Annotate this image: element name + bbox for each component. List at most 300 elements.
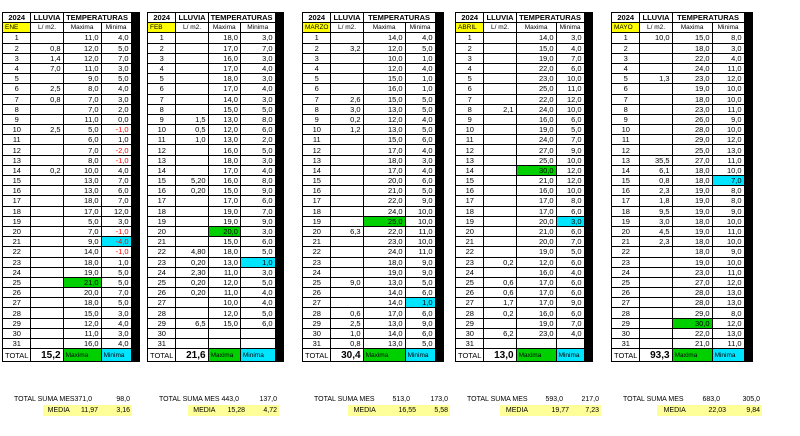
day-cell: 10 — [303, 125, 331, 135]
max-temp-cell: 21,0 — [672, 339, 712, 349]
sum-min-value: 305,0 — [742, 396, 760, 403]
min-temp-cell: 5,0 — [405, 43, 435, 53]
day-row — [456, 308, 593, 318]
column-separator — [744, 308, 752, 318]
max-temp-cell: 11,0 — [63, 328, 101, 338]
total-label: TOTAL — [303, 349, 331, 362]
column-separator — [275, 43, 283, 53]
rain-cell — [640, 267, 672, 277]
max-temp-cell: 13,0 — [363, 104, 405, 114]
day-cell: 27 — [456, 298, 484, 308]
rain-cell — [331, 186, 363, 196]
max-temp-cell: 30,0 — [516, 165, 556, 175]
day-cell: 19 — [456, 216, 484, 226]
max-temp-cell: 5,0 — [63, 125, 101, 135]
day-row — [612, 135, 753, 145]
max-temp-cell: 11,0 — [208, 267, 240, 277]
total-label: TOTAL — [612, 349, 640, 362]
max-temp-cell: 9,0 — [63, 237, 101, 247]
rain-cell: 5,20 — [176, 176, 208, 186]
temperaturas-header: TEMPERATURAS — [363, 13, 435, 23]
min-temp-cell: 1,0 — [240, 257, 275, 267]
day-row — [303, 298, 444, 308]
min-temp-cell: 11,0 — [405, 247, 435, 257]
day-cell: 29 — [3, 318, 31, 328]
max-temp-cell: 11,0 — [63, 33, 101, 43]
rain-cell: 0,20 — [176, 257, 208, 267]
max-temp-cell: 29,0 — [672, 308, 712, 318]
day-cell: 1 — [612, 33, 640, 43]
rain-cell — [331, 33, 363, 43]
max-temp-cell: 22,0 — [363, 226, 405, 236]
day-cell: 6 — [303, 84, 331, 94]
day-row — [148, 237, 284, 247]
rain-cell — [640, 84, 672, 94]
column-separator — [584, 114, 592, 124]
day-row — [3, 237, 140, 247]
day-row — [612, 104, 753, 114]
max-temp-cell: 15,0 — [208, 104, 240, 114]
max-temp-cell: 23,0 — [516, 74, 556, 84]
max-temp-cell — [208, 339, 240, 349]
min-temp-cell: 4,0 — [240, 63, 275, 73]
max-temp-cell: 15,0 — [208, 186, 240, 196]
day-row — [148, 186, 284, 196]
day-cell: 31 — [612, 339, 640, 349]
min-temp-cell: 8,0 — [712, 186, 744, 196]
day-cell: 20 — [148, 226, 176, 236]
total-suma-label: TOTAL SUMA MES — [314, 396, 375, 403]
column-separator — [275, 308, 283, 318]
column-separator — [131, 23, 139, 33]
min-temp-cell: -1,0 — [101, 125, 131, 135]
column-separator — [744, 33, 752, 43]
rain-cell: 0,6 — [331, 308, 363, 318]
column-separator — [131, 247, 139, 257]
day-cell: 16 — [303, 186, 331, 196]
max-temp-cell: 12,0 — [516, 257, 556, 267]
rain-cell — [31, 104, 63, 114]
max-temp-cell: 12,0 — [208, 125, 240, 135]
min-temp-cell: 9,0 — [712, 247, 744, 257]
day-cell: 14 — [3, 165, 31, 175]
day-cell: 26 — [456, 288, 484, 298]
max-temp-cell: 17,0 — [363, 145, 405, 155]
rain-cell — [484, 186, 516, 196]
column-separator — [744, 53, 752, 63]
day-row — [303, 94, 444, 104]
day-row — [612, 155, 753, 165]
min-temp-cell: 6,0 — [240, 237, 275, 247]
column-separator — [435, 308, 443, 318]
rain-cell — [331, 135, 363, 145]
min-temp-cell: 1,0 — [405, 298, 435, 308]
column-separator — [584, 135, 592, 145]
max-temp-cell: 19,0 — [208, 216, 240, 226]
min-temp-cell — [556, 339, 584, 349]
rain-cell: 1,3 — [640, 74, 672, 84]
rain-cell — [31, 186, 63, 196]
day-row — [303, 74, 444, 84]
day-cell: 14 — [456, 165, 484, 175]
column-separator — [131, 165, 139, 175]
rain-cell: 3,2 — [331, 43, 363, 53]
day-cell: 23 — [148, 257, 176, 267]
day-cell: 12 — [303, 145, 331, 155]
minima-legend: Minima — [556, 349, 584, 362]
max-temp-cell: 22,0 — [516, 94, 556, 104]
max-temp-cell: 29,0 — [672, 135, 712, 145]
min-temp-cell: 5,0 — [556, 247, 584, 257]
column-separator — [744, 339, 752, 349]
min-temp-cell: 4,0 — [101, 165, 131, 175]
max-temp-cell: 6,0 — [63, 135, 101, 145]
rain-cell: 6,2 — [484, 328, 516, 338]
media-min-value: 4,72 — [263, 407, 277, 414]
max-temp-cell: 7,0 — [63, 104, 101, 114]
column-separator — [744, 226, 752, 236]
min-temp-cell: 5,0 — [101, 74, 131, 84]
day-row — [612, 206, 753, 216]
day-row — [612, 257, 753, 267]
day-row — [612, 114, 753, 124]
rain-cell — [31, 145, 63, 155]
day-row — [303, 53, 444, 63]
day-row — [612, 186, 753, 196]
day-row — [148, 216, 284, 226]
day-cell: 13 — [3, 155, 31, 165]
day-row — [303, 226, 444, 236]
rain-cell — [640, 104, 672, 114]
max-temp-cell: 19,0 — [672, 257, 712, 267]
rain-cell: 10,0 — [640, 33, 672, 43]
column-separator — [584, 104, 592, 114]
rain-cell — [31, 155, 63, 165]
rain-cell: 0,2 — [331, 114, 363, 124]
rain-cell: 1,0 — [176, 135, 208, 145]
min-temp-cell: 3,0 — [405, 155, 435, 165]
rain-cell — [640, 318, 672, 328]
day-cell: 28 — [456, 308, 484, 318]
day-cell: 1 — [148, 33, 176, 43]
max-temp-cell: 23,0 — [672, 104, 712, 114]
column-separator — [435, 216, 443, 226]
min-temp-cell: 5,0 — [405, 186, 435, 196]
max-temp-cell: 13,0 — [63, 186, 101, 196]
column-separator — [435, 74, 443, 84]
day-row — [148, 43, 284, 53]
rain-cell — [331, 165, 363, 175]
max-temp-cell: 13,0 — [363, 277, 405, 287]
day-row — [3, 206, 140, 216]
total-suma-label: TOTAL SUMA MES — [159, 396, 220, 403]
day-cell: 17 — [612, 196, 640, 206]
day-cell: 8 — [3, 104, 31, 114]
max-temp-cell: 24,0 — [672, 63, 712, 73]
rain-cell: 2,5 — [31, 125, 63, 135]
day-row — [303, 257, 444, 267]
min-temp-cell: 9,0 — [405, 318, 435, 328]
day-cell: 13 — [456, 155, 484, 165]
min-temp-cell: 6,0 — [240, 318, 275, 328]
day-row — [303, 176, 444, 186]
max-temp-cell: 13,0 — [363, 339, 405, 349]
rain-cell — [640, 125, 672, 135]
day-row — [3, 125, 140, 135]
max-temp-cell: 14,0 — [363, 33, 405, 43]
rain-cell: 1,4 — [31, 53, 63, 63]
column-separator — [131, 267, 139, 277]
day-cell: 28 — [303, 308, 331, 318]
day-cell: 18 — [612, 206, 640, 216]
column-separator — [584, 165, 592, 175]
min-temp-cell: 11,0 — [712, 267, 744, 277]
min-temp-cell: 6,0 — [556, 206, 584, 216]
day-row — [148, 206, 284, 216]
month-summary — [314, 394, 448, 416]
rain-cell — [176, 43, 208, 53]
day-row — [303, 216, 444, 226]
day-row — [303, 196, 444, 206]
rain-cell — [331, 247, 363, 257]
rain-cell: 4,5 — [640, 226, 672, 236]
day-cell: 30 — [456, 328, 484, 338]
column-separator — [275, 186, 283, 196]
column-separator — [435, 257, 443, 267]
column-separator — [584, 33, 592, 43]
rain-cell — [176, 53, 208, 63]
rain-cell — [176, 104, 208, 114]
column-separator — [584, 186, 592, 196]
column-separator — [435, 104, 443, 114]
column-separator — [275, 318, 283, 328]
column-separator — [435, 114, 443, 124]
maxima-legend: Maxima — [672, 349, 712, 362]
max-temp-cell: 17,0 — [208, 196, 240, 206]
column-separator — [584, 298, 592, 308]
day-row — [148, 114, 284, 124]
rain-cell — [484, 176, 516, 186]
min-temp-cell: 12,0 — [712, 277, 744, 287]
min-temp-cell: 7,0 — [556, 318, 584, 328]
lm2-header: L/ m2. — [31, 23, 63, 33]
column-separator — [584, 23, 592, 33]
column-separator — [275, 328, 283, 338]
column-separator — [744, 23, 752, 33]
day-row — [148, 74, 284, 84]
day-cell: 3 — [3, 53, 31, 63]
max-temp-cell: 15,0 — [208, 237, 240, 247]
day-row — [612, 298, 753, 308]
max-temp-cell: 18,0 — [672, 165, 712, 175]
column-separator — [584, 53, 592, 63]
min-temp-cell — [240, 328, 275, 338]
min-temp-cell: 3,0 — [240, 94, 275, 104]
column-separator — [584, 318, 592, 328]
column-separator — [131, 155, 139, 165]
min-temp-cell: 1,0 — [101, 257, 131, 267]
media-label: MEDIA — [353, 407, 376, 414]
column-separator — [131, 298, 139, 308]
rain-cell — [484, 125, 516, 135]
rain-cell — [31, 277, 63, 287]
max-temp-cell: 24,0 — [516, 104, 556, 114]
day-cell: 1 — [303, 33, 331, 43]
column-separator — [584, 247, 592, 257]
min-temp-cell: 6,0 — [556, 63, 584, 73]
max-temp-cell: 15,0 — [363, 94, 405, 104]
rain-cell: 6,5 — [176, 318, 208, 328]
max-temp-cell — [208, 328, 240, 338]
rain-cell — [176, 33, 208, 43]
day-row — [148, 308, 284, 318]
day-cell: 26 — [148, 288, 176, 298]
max-temp-cell: 9,0 — [63, 74, 101, 84]
rain-cell — [484, 247, 516, 257]
rain-cell — [176, 206, 208, 216]
max-temp-cell: 22,0 — [672, 53, 712, 63]
column-separator — [275, 53, 283, 63]
rain-cell: 3,0 — [331, 104, 363, 114]
minima-legend: Minima — [712, 349, 744, 362]
max-temp-cell: 14,0 — [363, 298, 405, 308]
temperaturas-header: TEMPERATURAS — [208, 13, 275, 23]
day-cell: 25 — [3, 277, 31, 287]
day-row — [456, 247, 593, 257]
day-row — [303, 84, 444, 94]
column-separator — [275, 216, 283, 226]
min-temp-cell: 6,0 — [240, 125, 275, 135]
day-row — [3, 114, 140, 124]
day-cell: 27 — [3, 298, 31, 308]
max-temp-cell: 15,0 — [672, 33, 712, 43]
column-separator — [744, 186, 752, 196]
day-row — [456, 135, 593, 145]
lm2-header: L/ m2. — [176, 23, 208, 33]
day-cell: 7 — [303, 94, 331, 104]
min-temp-cell: 12,0 — [712, 135, 744, 145]
day-cell: 21 — [3, 237, 31, 247]
day-cell: 21 — [612, 237, 640, 247]
max-temp-cell: 23,0 — [672, 74, 712, 84]
min-temp-cell: 5,0 — [405, 339, 435, 349]
min-temp-cell: 8,0 — [712, 196, 744, 206]
column-separator — [131, 308, 139, 318]
min-temp-cell — [240, 339, 275, 349]
rain-cell — [31, 226, 63, 236]
max-temp-cell: 18,0 — [208, 247, 240, 257]
min-temp-cell: 10,0 — [712, 257, 744, 267]
column-separator — [435, 328, 443, 338]
rain-cell — [640, 247, 672, 257]
max-temp-cell: 20,0 — [363, 176, 405, 186]
day-row — [612, 84, 753, 94]
max-temp-cell: 23,0 — [363, 237, 405, 247]
day-row — [148, 165, 284, 175]
column-separator — [435, 267, 443, 277]
max-temp-cell: 27,0 — [672, 155, 712, 165]
day-row — [148, 155, 284, 165]
column-separator — [131, 114, 139, 124]
column-separator — [435, 135, 443, 145]
total-suma-label: TOTAL SUMA MES — [623, 396, 684, 403]
month-summary — [14, 394, 130, 416]
rain-cell: 0,8 — [331, 339, 363, 349]
column-separator — [435, 176, 443, 186]
max-temp-cell: 18,0 — [672, 237, 712, 247]
max-temp-cell: 19,0 — [208, 206, 240, 216]
min-temp-cell: 8,0 — [240, 176, 275, 186]
rain-cell — [176, 298, 208, 308]
rain-cell: 1,5 — [176, 114, 208, 124]
column-separator — [435, 23, 443, 33]
min-temp-cell: 6,0 — [405, 288, 435, 298]
min-temp-cell: 9,0 — [556, 298, 584, 308]
day-cell: 19 — [148, 216, 176, 226]
rain-cell: 0,2 — [484, 308, 516, 318]
min-temp-cell: 9,0 — [240, 216, 275, 226]
day-row — [148, 247, 284, 257]
column-separator — [744, 84, 752, 94]
day-row — [3, 135, 140, 145]
column-separator — [744, 216, 752, 226]
max-temp-cell: 19,0 — [363, 267, 405, 277]
rain-cell — [484, 114, 516, 124]
max-temp-cell: 28,0 — [672, 288, 712, 298]
rain-cell — [640, 94, 672, 104]
column-separator — [744, 247, 752, 257]
day-row — [3, 288, 140, 298]
rain-cell — [331, 74, 363, 84]
media-max-value: 22,03 — [708, 407, 726, 414]
column-separator — [131, 226, 139, 236]
max-temp-cell: 18,0 — [672, 43, 712, 53]
max-temp-cell: 17,0 — [516, 206, 556, 216]
min-temp-cell: 12,0 — [712, 318, 744, 328]
column-separator — [435, 63, 443, 73]
day-row — [3, 308, 140, 318]
min-temp-cell: 8,0 — [556, 196, 584, 206]
day-row — [3, 196, 140, 206]
column-separator — [584, 277, 592, 287]
day-cell: 5 — [612, 74, 640, 84]
day-row — [303, 125, 444, 135]
day-cell: 27 — [612, 298, 640, 308]
rain-cell — [31, 33, 63, 43]
column-separator — [131, 257, 139, 267]
max-temp-cell: 20,0 — [516, 237, 556, 247]
maxima-legend: Maxima — [63, 349, 101, 362]
day-row — [612, 176, 753, 186]
day-row — [612, 318, 753, 328]
max-temp-cell: 8,0 — [63, 155, 101, 165]
column-separator — [584, 308, 592, 318]
column-separator — [275, 267, 283, 277]
day-cell: 6 — [148, 84, 176, 94]
min-temp-cell: 8,0 — [712, 33, 744, 43]
max-temp-cell: 21,0 — [516, 226, 556, 236]
column-separator — [435, 155, 443, 165]
min-temp-cell: 13,0 — [712, 288, 744, 298]
media-min-value: 9,84 — [746, 407, 760, 414]
rain-cell — [484, 206, 516, 216]
rain-cell — [484, 155, 516, 165]
min-temp-cell: 5,0 — [240, 104, 275, 114]
min-temp-cell: 3,0 — [556, 216, 584, 226]
sum-max-value: 683,0 — [702, 396, 720, 403]
rain-cell — [640, 257, 672, 267]
rain-cell — [331, 288, 363, 298]
